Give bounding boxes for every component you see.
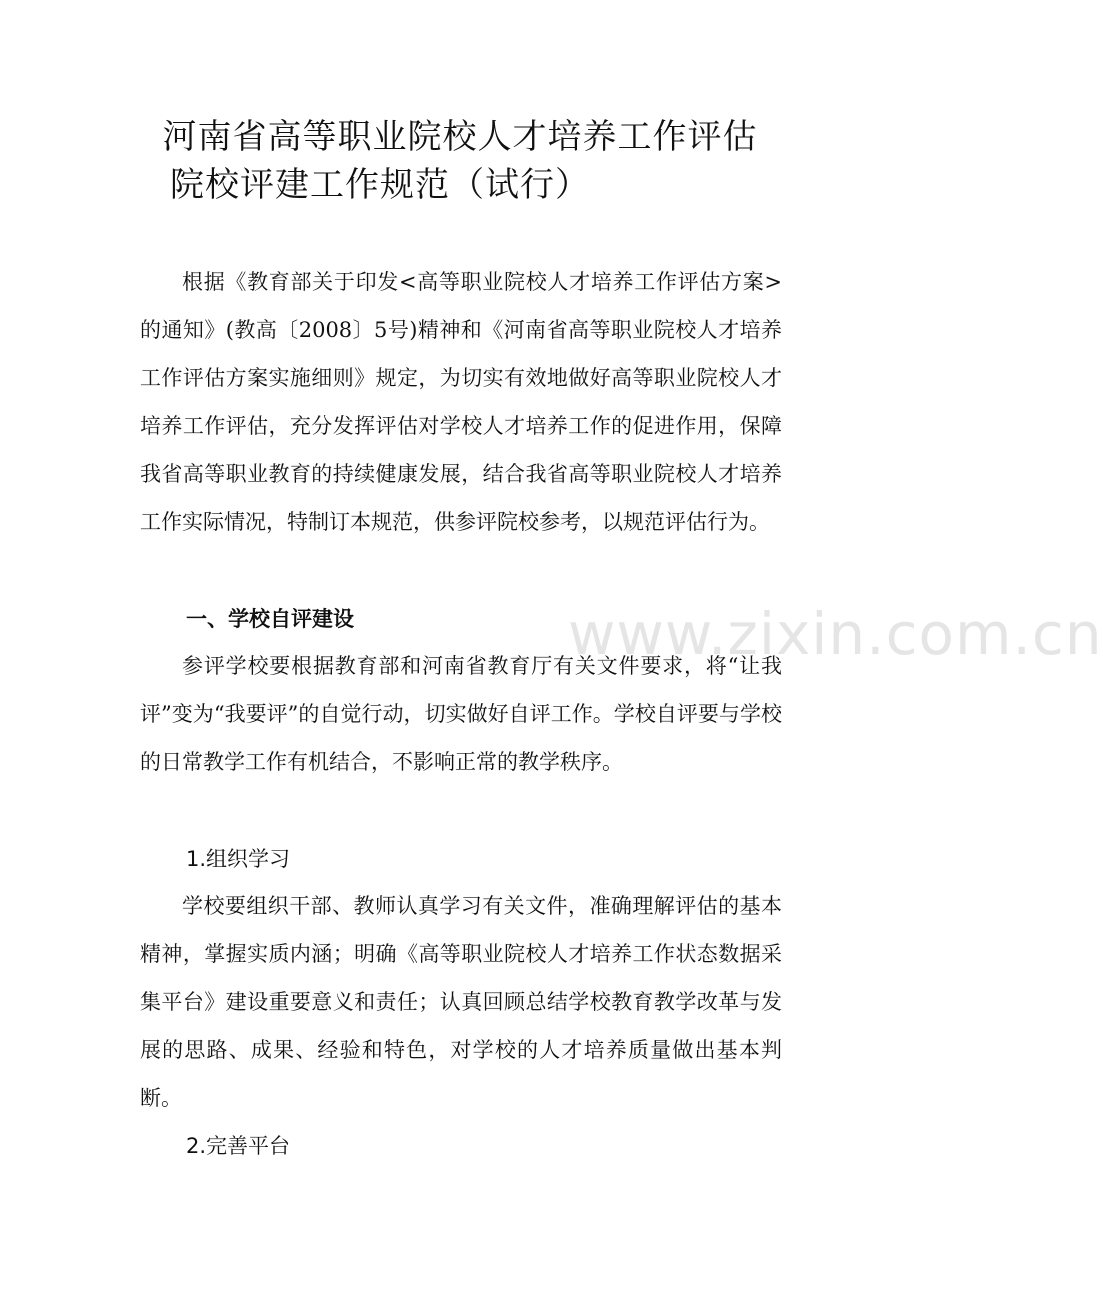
intro-paragraph: 根据《教育部关于印发<高等职业院校人才培养工作评估方案>的通知》(教高〔2008〕5号)精神和《河南省高等职业院校人才培养工作评估方案实施细则》规定，为切实有效地做好高等职业院校人才培养工作评估，充分发挥评估对学校人才培养工作的促进作用，保障我省高等职业教育的持续健康发展，结合我省高等职业院校人才培养工作实际情况，特制订本规范，供参评院校参考，以规范评估行为。: [140, 270, 782, 534]
document-title-line-2: 院校评建工作规范（试行）: [170, 165, 590, 205]
item-1-paragraph: 学校要组织干部、教师认真学习有关文件，准确理解评估的基本精神，掌握实质内涵；明确《高等职业院校人才培养工作状态数据采集平台》建设重要意义和责任；认真回顾总结学校教育教学改革与发展的思路、成果、经验和特色，对学校的人才培养质量做出基本判断。: [140, 894, 782, 1110]
watermark: www.zixin.com.cn: [568, 600, 1103, 668]
section-heading-school-self-evaluation: 一、学校自评建设: [186, 607, 354, 631]
item-heading-improve-platform: 2.完善平台: [186, 1134, 291, 1158]
item-heading-organize-study: 1.组织学习: [186, 847, 291, 871]
document-title-line-1: 河南省高等职业院校人才培养工作评估: [162, 117, 758, 157]
section-1-paragraph: 参评学校要根据教育部和河南省教育厅有关文件要求，将“让我评”变为“我要评”的自觉行动，切实做好自评工作。学校自评要与学校的日常教学工作有机结合，不影响正常的教学秩序。: [140, 654, 782, 774]
